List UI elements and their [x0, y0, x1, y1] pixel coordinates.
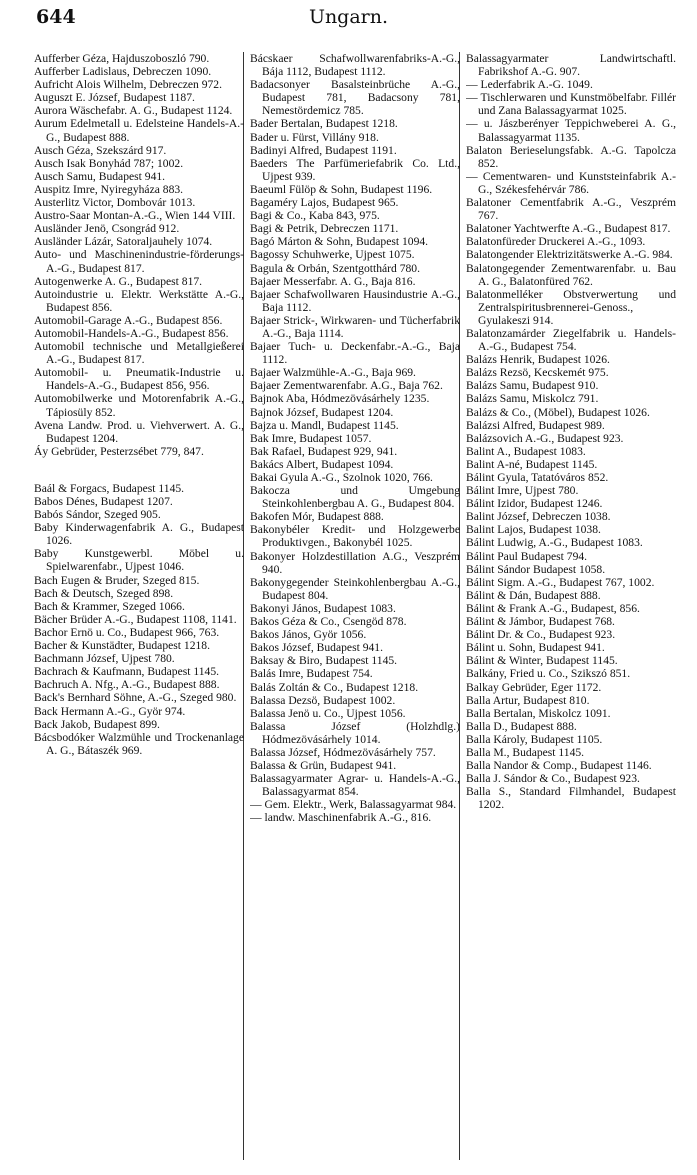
directory-entry: Balassa Dezsö, Budapest 1002.	[250, 693, 396, 707]
directory-entry: Balint Lajos, Budapest 1038.	[466, 523, 601, 537]
directory-entry: Balassa József (Holzhdlg.) Hódmezövásárhely 1014.	[250, 719, 460, 746]
directory-entry: Balint A., Budapest 1083.	[466, 444, 586, 458]
directory-entry: Bácskaer Schafwollwarenfabriks-A.-G., Bája 1112, Budapest 1112.	[250, 52, 460, 79]
directory-entry: Austro-Saar Montan-A.-G., Wien 144 VIII.	[34, 209, 236, 223]
directory-entry: Bachmann József, Ujpest 780.	[34, 652, 175, 666]
directory-entry: Avena Landw. Prod. u. Viehverwert. A. G., Budapest 1204.	[34, 418, 244, 445]
directory-entry: Balatonzamárder Ziegelfabrik u. Handels-A.-G., Budapest 754.	[466, 326, 676, 354]
directory-entry: Balla S., Standard Filmhandel, Budapest 1202.	[466, 785, 676, 812]
directory-entry: Bajnok Aba, Hódmezövásárhely 1235.	[250, 392, 430, 406]
directory-entry: Bachor Ernö u. Co., Budapest 966, 763.	[34, 625, 220, 639]
directory-entry: Balla Károly, Budapest 1105.	[466, 732, 603, 746]
directory-entry: Balint József, Debreczen 1038.	[466, 510, 611, 524]
page-number: 644	[36, 6, 76, 28]
directory-entry: Bakos Géza & Co., Csengöd 878.	[250, 615, 407, 629]
directory-entry: Balatonmelléker Obstverwertung und Zentralspiritusbrennerei-Genoss., Gyulakeszi 914.	[466, 287, 676, 327]
directory-entry: Bakocza und Umgebung Steinkohlenbergbau A. G., Budapest 804.	[250, 484, 460, 511]
directory-entry: Bagula & Orbán, Szentgotthárd 780.	[250, 261, 421, 275]
directory-entry: Bakonyer Holzdestillation A.G., Veszprém 940.	[250, 549, 460, 576]
directory-entry: Automobilwerke und Motorenfabrik A.-G., Tápiosüly 852.	[34, 392, 244, 419]
directory-entry: Bakonygegender Steinkohlenbergbau A.-G., Budapest 804.	[250, 575, 460, 602]
directory-entry: Ausch Géza, Szekszárd 917.	[34, 143, 167, 157]
directory-column-2	[250, 52, 460, 1168]
directory-entry: Babós Sándor, Szeged 905.	[34, 508, 161, 522]
directory-entry: Bak Imre, Budapest 1057.	[250, 431, 372, 445]
directory-entry: Ausch Samu, Budapest 941.	[34, 169, 166, 183]
directory-entry: Bajnok József, Budapest 1204.	[250, 405, 394, 419]
directory-entry: Balassa József, Hódmezövásárhely 757.	[250, 745, 436, 759]
directory-entry: Bakos József, Budapest 941.	[250, 641, 383, 655]
directory-entry: Balatonfüreder Druckerei A.-G., 1093.	[466, 235, 646, 249]
directory-entry: — Lederfabrik A.-G. 1049.	[466, 78, 593, 92]
directory-entry: Bajaer Zementwarenfabr. A.G., Baja 762.	[250, 379, 443, 393]
directory-entry: Bálint & Frank A.-G., Budapest, 856.	[466, 601, 640, 615]
directory-entry: — u. Jászberényer Teppichweberei A. G., Balassagyarmat 1135.	[466, 117, 676, 144]
directory-entry: Ausländer Lázár, Satoraljauhely 1074.	[34, 235, 213, 249]
directory-entry: Auto- und Maschinenindustrie-förderungs-A.-G., Budapest 817.	[34, 248, 244, 275]
directory-entry: Bajaer Schafwollwaren Hausindustrie A.-G., Baja 1112.	[250, 287, 460, 314]
directory-entry: Bach & Deutsch, Szeged 898.	[34, 586, 174, 600]
directory-column-1	[34, 52, 244, 1168]
directory-entry: Balla D., Budapest 888.	[466, 719, 577, 733]
directory-entry: Bálint u. Sohn, Budapest 941.	[466, 641, 605, 655]
directory-entry: Balatoner Yachtwerfte A.-G., Budapest 817.	[466, 222, 671, 236]
directory-entry: Automobil- u. Pneumatik-Industrie u. Handels-A.-G., Budapest 856, 956.	[34, 366, 244, 393]
directory-entry: Bagossy Schuhwerke, Ujpest 1075.	[250, 248, 415, 262]
directory-entry: Baál & Forgacs, Budapest 1145.	[34, 481, 185, 495]
directory-entry: Baby Kinderwagenfabrik A. G., Budapest 1026.	[34, 521, 244, 548]
directory-entry: Bakai Gyula A.-G., Szolnok 1020, 766.	[250, 471, 433, 484]
directory-entry: Babos Dénes, Budapest 1207.	[34, 495, 173, 508]
directory-entry: Automobil technische und Metallgießerei A.-G., Budapest 817.	[34, 340, 244, 367]
page-title: Ungarn.	[308, 6, 389, 28]
directory-entry: Bálint Dr. & Co., Budapest 923.	[466, 628, 616, 642]
directory-entry: Aufferber Géza, Hajduszoboszló 790.	[34, 52, 210, 65]
directory-entry: Bálint & Jámbor, Budapest 768.	[466, 615, 615, 629]
directory-entry: Balaton Berieselungsfabk. A.-G. Tapolcza 852.	[466, 143, 676, 170]
directory-entry: Bajaer Messerfabr. A. G., Baja 816.	[250, 274, 416, 288]
directory-entry: Automobil-Garage A.-G., Budapest 856.	[34, 313, 223, 327]
directory-entry: Bakonyi János, Budapest 1083.	[250, 601, 396, 615]
directory-entry: Balatongegender Zementwarenfabr. u. Bau A. G., Balatonfüred 762.	[466, 261, 676, 288]
directory-entry: Bálint Sigm. A.-G., Budapest 767, 1002.	[466, 575, 655, 589]
directory-entry: Aufferber Ladislaus, Debreczen 1090.	[34, 65, 212, 79]
directory-entry: Bakács Albert, Budapest 1094.	[250, 457, 394, 471]
directory-entry: Baeders The Parfümeriefabrik Co. Ltd., Ujpest 939.	[250, 156, 460, 183]
directory-entry: Bálint & Dán, Budapest 888.	[466, 588, 601, 602]
directory-entry: Balla Nandor & Comp., Budapest 1146.	[466, 759, 652, 773]
directory-entry: Bálint Gyula, Tatatóváros 852.	[466, 471, 609, 484]
directory-entry: Balla M., Budapest 1145.	[466, 745, 585, 759]
directory-entry: Bak Rafael, Budapest 929, 941.	[250, 444, 398, 458]
directory-entry: Badinyi Alfred, Budapest 1191.	[250, 143, 397, 157]
directory-column-3	[466, 52, 676, 1168]
directory-entry: Aufricht Alois Wilhelm, Debreczen 972.	[34, 78, 222, 92]
directory-entry: Balla J. Sándor & Co., Budapest 923.	[466, 772, 640, 786]
directory-entry: Aurora Wäschefabr. A. G., Budapest 1124.	[34, 104, 233, 118]
directory-entry: Balassa Jenö u. Co., Ujpest 1056.	[250, 706, 406, 720]
directory-entry: Bálint Sándor Budapest 1058.	[466, 562, 606, 576]
directory-entry: Bagaméry Lajos, Budapest 965.	[250, 196, 399, 210]
directory-entry: Bachrach & Kaufmann, Budapest 1145.	[34, 665, 220, 679]
directory-entry: Aurum Edelmetall u. Edelsteine Handels-A.-G., Budapest 888.	[34, 117, 244, 144]
directory-entry: Bajaer Strick-, Wirkwaren- und Tücherfabrik A.-G., Baja 1114.	[250, 313, 460, 340]
directory-entry: Bachruch A. Nfg., A.-G., Budapest 888.	[34, 678, 220, 692]
directory-entry: Autogenwerke A. G., Budapest 817.	[34, 274, 203, 288]
directory-entry: Ausländer Jenö, Csongrád 912.	[34, 222, 180, 236]
directory-entry: Bächer Brüder A.-G., Budapest 1108, 1141.	[34, 612, 237, 626]
directory-entry: Bakonybéler Kredit- und Holzgewerbe Produktivgen., Bakonybél 1025.	[250, 523, 460, 550]
directory-entry: Bagó Márton & Sohn, Budapest 1094.	[250, 235, 429, 249]
directory-entry: Áy Gebrüder, Pesterzsébet 779, 847.	[34, 444, 204, 458]
directory-entry: Bálint Izidor, Budapest 1246.	[466, 497, 603, 511]
directory-entry: Bajza u. Mandl, Budapest 1145.	[250, 418, 399, 432]
directory-entry: Bálint Paul Budapest 794.	[466, 549, 588, 563]
directory-entry: Back's Bernhard Söhne, A.-G., Szeged 980.	[34, 691, 237, 705]
directory-entry: Auspitz Imre, Nyiregyháza 883.	[34, 182, 184, 196]
directory-entry: Balatoner Cementfabrik A.-G., Veszprém 767.	[466, 196, 676, 223]
directory-entry: Bader Bertalan, Budapest 1218.	[250, 117, 398, 131]
directory-entry: Baeuml Fülöp & Sohn, Budapest 1196.	[250, 182, 433, 196]
directory-entry: Balatongender Elektrizitätswerke A.-G. 984.	[466, 248, 673, 262]
directory-entry: Balázs & Co., (Möbel), Budapest 1026.	[466, 405, 650, 419]
directory-entry: Balázs Rezsö, Kecskemét 975.	[466, 366, 609, 380]
directory-entry: — Cementwaren- und Kunststeinfabrik A.-G., Székesfehérvár 786.	[466, 169, 676, 196]
directory-entry: Balla Bertalan, Miskolcz 1091.	[466, 706, 611, 720]
directory-entry: Austerlitz Victor, Dombovár 1013.	[34, 196, 196, 210]
directory-entry: Bálint & Winter, Budapest 1145.	[466, 654, 618, 668]
directory-entry: Bagi & Co., Kaba 843, 975.	[250, 209, 380, 223]
directory-entry: Balázs Samu, Budapest 910.	[466, 379, 599, 393]
directory-entry: Back Hermann A.-G., Györ 974.	[34, 704, 186, 718]
directory-entry: Bader u. Fürst, Villány 918.	[250, 130, 379, 144]
directory-entry: Balassagyarmater Landwirtschaftl. Fabrikshof A.-G. 907.	[466, 52, 676, 79]
directory-entry: Badacsonyer Basalsteinbrüche A.-G., Budapest 781, Badacsony 781, Nemestördemicz 785.	[250, 78, 460, 118]
directory-entry: Baksay & Biro, Budapest 1145.	[250, 654, 398, 668]
directory-entry: Balkay Gebrüder, Eger 1172.	[466, 680, 602, 694]
directory-entry: Automobil-Handels-A.-G., Budapest 856.	[34, 326, 229, 340]
directory-entry: Balassagyarmater Agrar- u. Handels-A.-G., Balassagyarmat 854.	[250, 772, 460, 799]
directory-entry: Auguszt E. József, Budapest 1187.	[34, 91, 195, 105]
directory-entry: Autoindustrie u. Elektr. Werkstätte A.-G., Budapest 856.	[34, 287, 244, 314]
directory-entry: Bajaer Tuch- u. Deckenfabr.-A.-G., Baja 1112.	[250, 340, 460, 367]
directory-entry: Bajaer Walzmühle-A.-G., Baja 969.	[250, 366, 416, 380]
directory-entry: Bálint Imre, Ujpest 780.	[466, 484, 579, 498]
directory-entry: Balázsi Alfred, Budapest 989.	[466, 418, 605, 432]
directory-entry: Bagi & Petrik, Debreczen 1171.	[250, 222, 399, 236]
directory-entry: Balázsovich A.-G., Budapest 923.	[466, 431, 624, 445]
directory-entry: Balázs Henrik, Budapest 1026.	[466, 353, 610, 367]
directory-entry: Balkány, Fried u. Co., Szikszó 851.	[466, 667, 631, 681]
directory-entry: Bakofen Mór, Budapest 888.	[250, 510, 384, 524]
directory-columns	[34, 52, 676, 1168]
directory-entry: Balassa & Grün, Budapest 941.	[250, 759, 397, 773]
page-header	[0, 0, 697, 40]
directory-entry: Bálint Ludwig, A.-G., Budapest 1083.	[466, 536, 643, 550]
directory-entry: Bach & Krammer, Szeged 1066.	[34, 599, 185, 613]
directory-entry: Ausch Isak Bonyhád 787; 1002.	[34, 156, 184, 170]
directory-entry: Bácsbodóker Walzmühle und Trockenanlage A. G., Bátaszék 969.	[34, 730, 244, 757]
directory-entry: Balás Imre, Budapest 754.	[250, 667, 373, 681]
directory-entry: Bakos János, Györ 1056.	[250, 628, 367, 642]
directory-entry: Balint A-né, Budapest 1145.	[466, 457, 598, 471]
directory-entry: Balás Zoltán & Co., Budapest 1218.	[250, 680, 419, 694]
directory-entry: Balázs Samu, Miskolcz 791.	[466, 392, 599, 406]
directory-entry: — landw. Maschinenfabrik A.-G., 816.	[250, 811, 432, 825]
directory-entry: Bacher & Kunstädter, Budapest 1218.	[34, 639, 210, 653]
directory-entry: Baby Kunstgewerbl. Möbel u. Spielwarenfabr., Ujpest 1046.	[34, 547, 244, 574]
directory-entry: Bach Eugen & Bruder, Szeged 815.	[34, 573, 200, 587]
directory-entry: Back Jakob, Budapest 899.	[34, 717, 160, 731]
directory-entry: — Gem. Elektr., Werk, Balassagyarmat 984.	[250, 798, 457, 812]
directory-entry: — Tischlerwaren und Kunstmöbelfabr. Fillér und Zana Balassagyarmat 1025.	[466, 91, 676, 118]
directory-entry: Balla Artur, Budapest 810.	[466, 693, 590, 707]
